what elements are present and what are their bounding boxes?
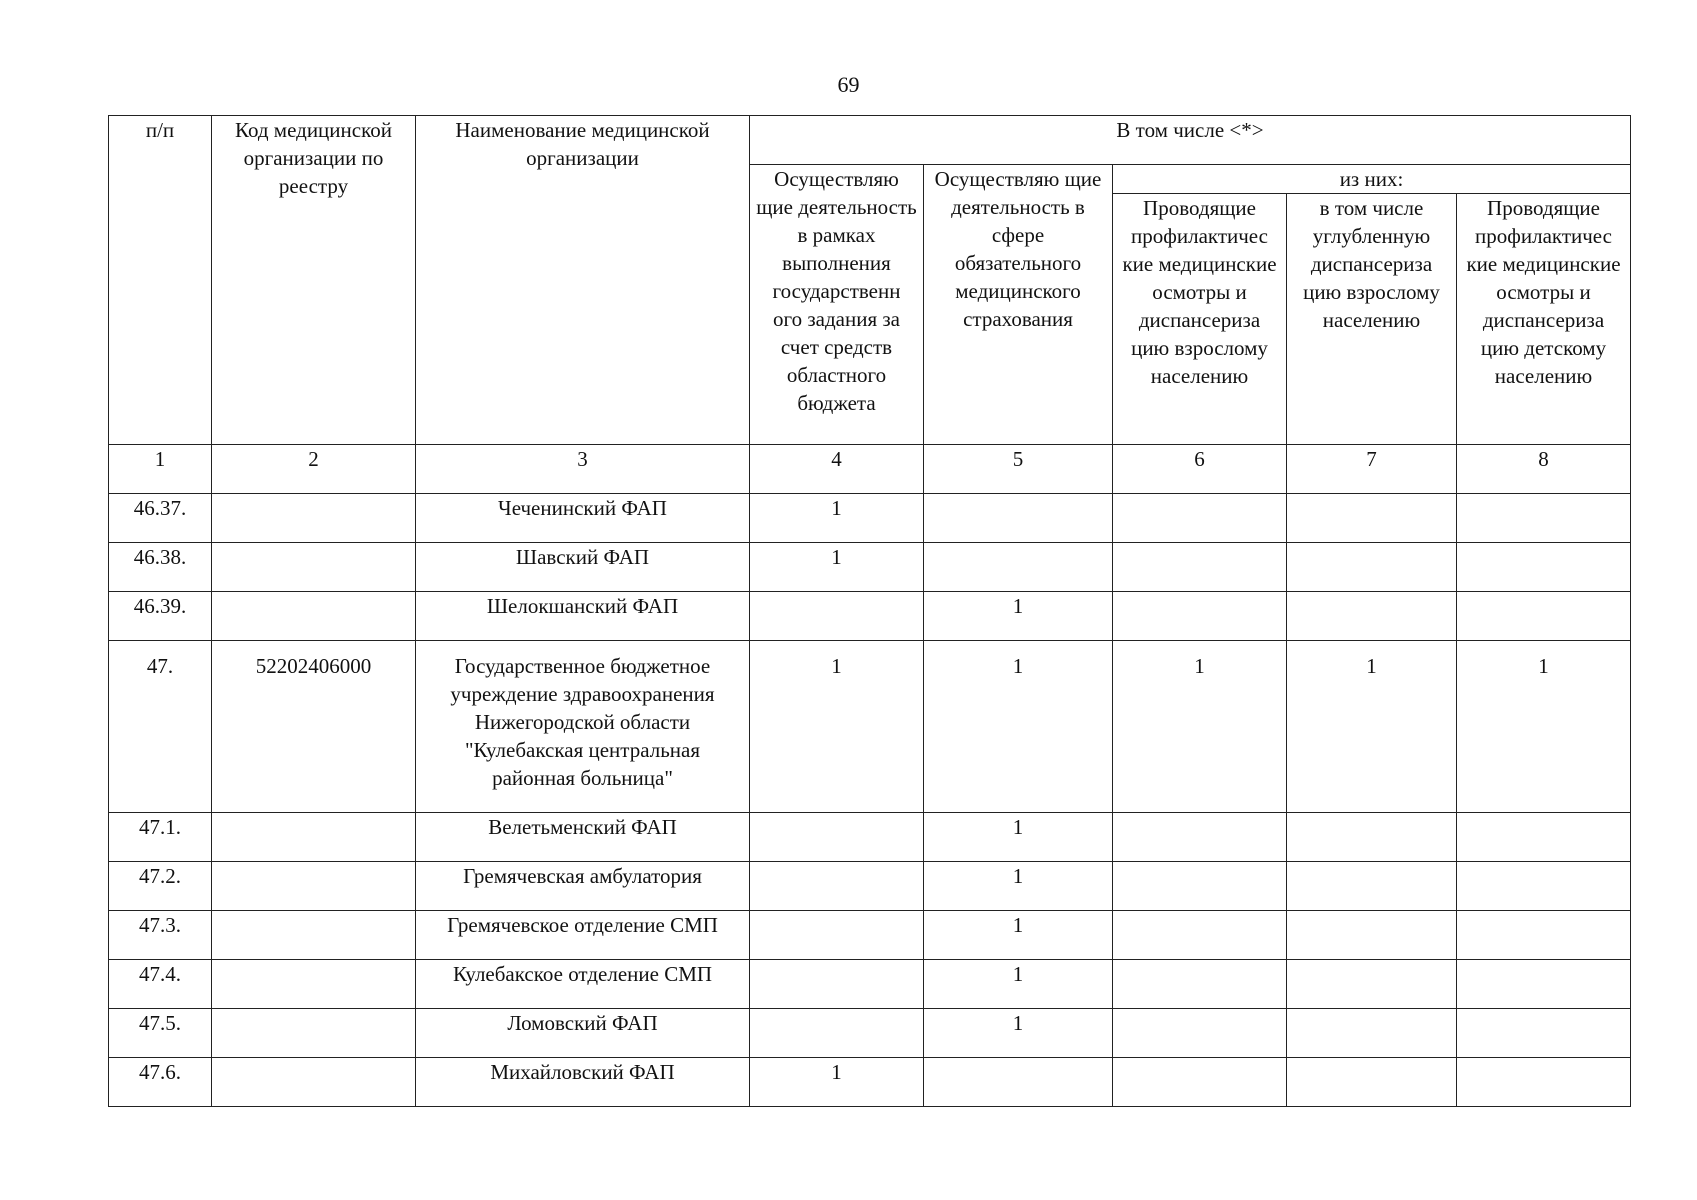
table-row: [109, 494, 1631, 543]
cell-col6: [1113, 1009, 1287, 1058]
table-row: [109, 960, 1631, 1009]
header-col5: Осуществляю щие деятельность в сфере обязательного медицинского страхования: [924, 165, 1113, 445]
cell-col4: 1: [750, 1058, 924, 1107]
table-row: [109, 862, 1631, 911]
cell-col7: [1287, 494, 1457, 543]
cell-col7: [1287, 960, 1457, 1009]
cell-num: 47.: [109, 641, 212, 813]
cell-col6: [1113, 494, 1287, 543]
table-row: [109, 813, 1631, 862]
table-row: [109, 543, 1631, 592]
cell-col4: [750, 960, 924, 1009]
header-col6: Проводящие профилактичес кие медицинские осмотры и диспансериза цию взрослому населению: [1113, 194, 1287, 445]
cell-col4: [750, 1009, 924, 1058]
column-number: 2: [212, 445, 416, 494]
registry-table: [108, 115, 1631, 1107]
table-header: [109, 116, 1631, 494]
header-num: п/п: [109, 116, 212, 445]
cell-col4: [750, 911, 924, 960]
column-number: 3: [416, 445, 750, 494]
cell-code: [212, 1058, 416, 1107]
column-number: 4: [750, 445, 924, 494]
column-number: 7: [1287, 445, 1457, 494]
header-name: Наименование медицинской организации: [416, 116, 750, 445]
cell-col8: [1457, 911, 1631, 960]
table-body: [109, 494, 1631, 1107]
cell-code: 52202406000: [212, 641, 416, 813]
cell-col6: [1113, 813, 1287, 862]
header-group: В том числе <*>: [750, 116, 1631, 165]
cell-name: Ломовский ФАП: [416, 1009, 750, 1058]
cell-col5: 1: [924, 960, 1113, 1009]
cell-col4: 1: [750, 641, 924, 813]
cell-col5: 1: [924, 862, 1113, 911]
cell-col6: [1113, 862, 1287, 911]
cell-col8: [1457, 543, 1631, 592]
cell-col5: [924, 1058, 1113, 1107]
cell-code: [212, 494, 416, 543]
column-number: 6: [1113, 445, 1287, 494]
cell-col4: 1: [750, 494, 924, 543]
cell-code: [212, 543, 416, 592]
cell-num: 47.4.: [109, 960, 212, 1009]
page-number: 69: [837, 72, 860, 97]
column-number: 8: [1457, 445, 1631, 494]
cell-col5: 1: [924, 1009, 1113, 1058]
cell-code: [212, 592, 416, 641]
cell-num: 46.38.: [109, 543, 212, 592]
header-code: Код медицинской организации по реестру: [212, 116, 416, 445]
cell-col7: [1287, 1009, 1457, 1058]
cell-col8: 1: [1457, 641, 1631, 813]
cell-col6: [1113, 911, 1287, 960]
cell-col8: [1457, 494, 1631, 543]
cell-col4: [750, 592, 924, 641]
cell-col8: [1457, 862, 1631, 911]
table-row: [109, 592, 1631, 641]
cell-col7: [1287, 543, 1457, 592]
cell-name: Велетьменский ФАП: [416, 813, 750, 862]
cell-col7: [1287, 813, 1457, 862]
cell-num: 47.6.: [109, 1058, 212, 1107]
cell-code: [212, 862, 416, 911]
cell-name: Чеченинский ФАП: [416, 494, 750, 543]
table-row: [109, 641, 1631, 813]
header-col8: Проводящие профилактичес кие медицинские осмотры и диспансериза цию детскому населению: [1457, 194, 1631, 445]
cell-col8: [1457, 813, 1631, 862]
cell-col4: [750, 813, 924, 862]
header-col4: Осуществляю щие деятельность в рамках выполнения государственн ого задания за счет средств областного бюджета: [750, 165, 924, 445]
cell-col6: [1113, 592, 1287, 641]
cell-num: 46.39.: [109, 592, 212, 641]
cell-col4: [750, 862, 924, 911]
cell-code: [212, 911, 416, 960]
cell-col5: [924, 494, 1113, 543]
cell-col8: [1457, 1009, 1631, 1058]
cell-col6: 1: [1113, 641, 1287, 813]
cell-code: [212, 960, 416, 1009]
column-number: 5: [924, 445, 1113, 494]
header-subgroup: из них:: [1113, 165, 1631, 194]
cell-name: Гремячевская амбулатория: [416, 862, 750, 911]
table-row: [109, 1058, 1631, 1107]
cell-num: 47.2.: [109, 862, 212, 911]
cell-code: [212, 813, 416, 862]
cell-name: Шелокшанский ФАП: [416, 592, 750, 641]
column-number: 1: [109, 445, 212, 494]
cell-col5: 1: [924, 641, 1113, 813]
header-col7: в том числе углубленную диспансериза цию взрослому населению: [1287, 194, 1457, 445]
cell-col5: 1: [924, 592, 1113, 641]
cell-col7: [1287, 1058, 1457, 1107]
cell-col7: [1287, 911, 1457, 960]
cell-col8: [1457, 592, 1631, 641]
cell-col7: 1: [1287, 641, 1457, 813]
cell-col6: [1113, 543, 1287, 592]
cell-name: Михайловский ФАП: [416, 1058, 750, 1107]
cell-name: Государственное бюджетное учреждение здравоохранения Нижегородской области "Кулебакская центральная районная больница": [416, 641, 750, 813]
cell-col8: [1457, 960, 1631, 1009]
cell-col7: [1287, 862, 1457, 911]
table-row: [109, 1009, 1631, 1058]
cell-col7: [1287, 592, 1457, 641]
cell-col6: [1113, 1058, 1287, 1107]
column-numbers-row: [109, 445, 1631, 494]
cell-col4: 1: [750, 543, 924, 592]
cell-name: Кулебакское отделение СМП: [416, 960, 750, 1009]
cell-col5: 1: [924, 911, 1113, 960]
cell-name: Гремячевское отделение СМП: [416, 911, 750, 960]
table-row: [109, 911, 1631, 960]
cell-col6: [1113, 960, 1287, 1009]
cell-code: [212, 1009, 416, 1058]
cell-num: 47.3.: [109, 911, 212, 960]
cell-num: 47.1.: [109, 813, 212, 862]
cell-name: Шавский ФАП: [416, 543, 750, 592]
cell-num: 47.5.: [109, 1009, 212, 1058]
cell-col5: [924, 543, 1113, 592]
cell-num: 46.37.: [109, 494, 212, 543]
cell-col8: [1457, 1058, 1631, 1107]
cell-col5: 1: [924, 813, 1113, 862]
